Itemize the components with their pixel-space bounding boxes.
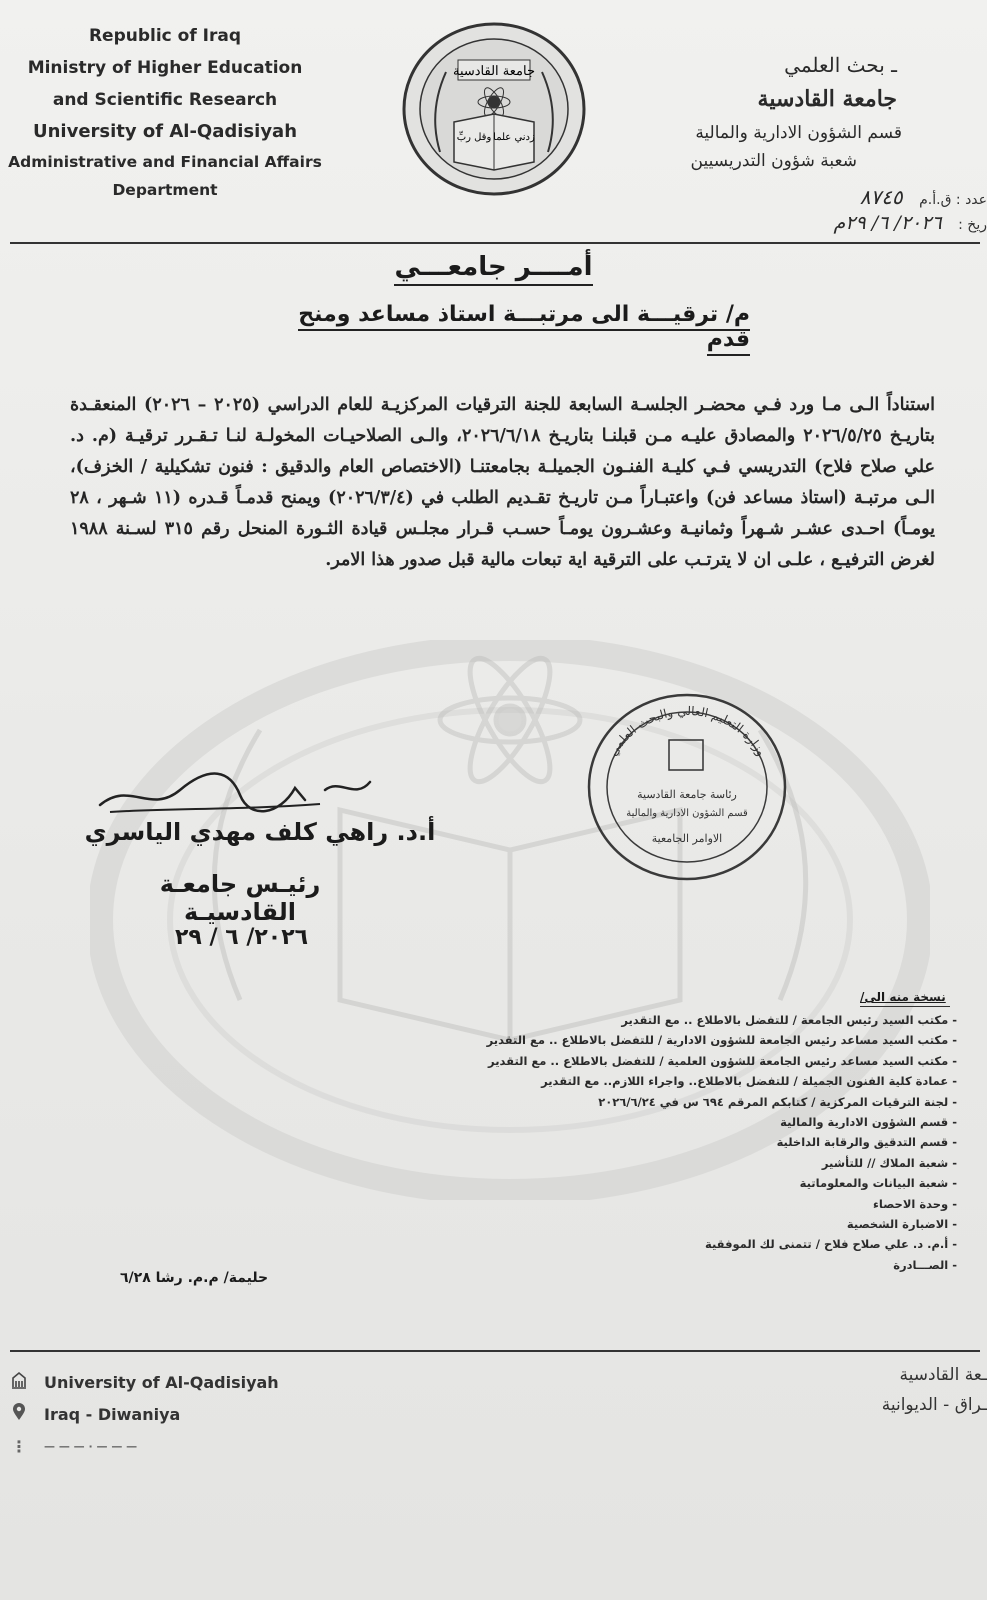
stamp-inner-text-3: الاوامر الجامعية xyxy=(651,832,723,845)
signatory-name: أ.د. راهي كلف مهدي الياسري xyxy=(84,818,436,846)
stamp-inner-text-2: قسم الشؤون الادارية والمالية xyxy=(626,808,748,819)
signatory-title: رئيـس جامعـة القادسيـة xyxy=(159,870,321,926)
reference-number-value: ٨٧٤٥ xyxy=(859,185,903,209)
header-department-cont: Department xyxy=(112,181,218,199)
reference-number-label: عدد : ق.أ.م xyxy=(919,192,987,208)
footer-location: Iraq - Diwaniya xyxy=(44,1404,181,1424)
list-item: - وحدة الاحصاء xyxy=(417,1194,957,1214)
list-item: - أ.م. د. علي صلاح فلاح / تتمنى لك الموفقية xyxy=(417,1234,957,1254)
header-ministry-cont: and Scientific Research xyxy=(52,90,278,110)
footer-ar-location: ـراق - الديوانية xyxy=(881,1395,987,1415)
header-ar-department: قسم الشؤون الادارية والمالية xyxy=(695,123,902,143)
stamp-inner-text-1: رئاسة جامعة القادسية xyxy=(637,788,737,801)
footer-university: University of Al-Qadisiyah xyxy=(44,1372,279,1392)
list-item: - الاضبارة الشخصية xyxy=(417,1214,957,1234)
header-ar-university: جامعة القادسية xyxy=(757,86,897,112)
typist-initials: حليمة/ م.م. رشا ٦/٢٨ xyxy=(120,1270,269,1286)
location-pin-icon xyxy=(8,1403,30,1425)
header-republic: Republic of Iraq xyxy=(88,26,242,46)
header-ministry: Ministry of Higher Education xyxy=(27,58,303,78)
list-item: - مكتب السيد مساعد رئيس الجامعة للشؤون الادارية / للتفضل بالاطلاع .. مع التقدير xyxy=(417,1030,957,1050)
footer-divider xyxy=(10,1350,980,1352)
header-divider xyxy=(10,242,980,244)
list-item: - لجنة الترقيات المركزية / كتابكم المرقم ٦٩٤ س في ٢٠٢٦/٦/٢٤ xyxy=(417,1092,957,1112)
signature-date: ٢٠٢٦/ ٦ / ٢٩ xyxy=(175,925,309,950)
header-ar-section: شعبة شؤون التدريسيين xyxy=(690,151,857,171)
reference-date-row xyxy=(834,212,987,234)
building-icon xyxy=(8,1371,30,1393)
header-arabic xyxy=(587,48,917,178)
header-ar-ministry: ـ بحث العلمي xyxy=(784,53,897,77)
document-subject: م/ ترقيـــة الى مرتبـــة استاذ مساعد ومنح قدم xyxy=(250,302,750,352)
header-department: Administrative and Financial Affairs xyxy=(8,153,322,171)
list-item: - الصـــادرة xyxy=(417,1255,957,1275)
list-item: - عمادة كلية الفنون الجميلة / للتفضل بالاطلاع.. واجراء اللازم.. مع التقدير xyxy=(417,1071,957,1091)
footer-ar-university: ـعة القادسية xyxy=(899,1365,987,1385)
seal-university-name: جامعة القادسية xyxy=(452,64,536,79)
university-seal-logo xyxy=(402,22,587,197)
list-item: - شعبة الملاك // للتأشير xyxy=(417,1153,957,1173)
copies-list xyxy=(417,1010,957,1275)
seal-verse-1: وقل ربِّ xyxy=(456,132,492,143)
footer-english xyxy=(8,1366,279,1462)
list-item: - قسم التدقيق والرقابة الداخلية xyxy=(417,1132,957,1152)
footer-contact: — — — · — — — xyxy=(44,1439,138,1453)
footer-arabic xyxy=(882,1360,987,1420)
header-english xyxy=(0,20,330,204)
dots-icon: ⋮ xyxy=(11,1436,27,1456)
order-body-text: استناداً الـى مـا ورد فـي محضـر الجلسـة السابعة للجنة الترقيات المركزيـة للعام الدراسي (٢٠٢٥ – ٢٠٢٦) المنعقـدة بتاريـخ ٢٠٢٦/٥/٢٥ والمصادق عليـه مـن قبلنـا بتاريـخ ٢٠٢٦/٦/١٨، والـى الصلاحيـات المخولـة لنـا تـقـرر ترقيـة (م. د. علي صلاح فلاح) التدريسي فـي كليـة الفنـون الجميلـة بجامعتنـا (الاختصاص العام والدقيق : فنون تشكيلية / الخزف)، الـى مرتبـة (استاذ مساعد فن) واعتبـاراً مـن تاريـخ تقـديم الطلب في (٢٠٢٦/٣/٤) ويمنح قدمـاً قـدره (١١ شـهر ، ٢٨ يومـاً) احـدى عشـر شـهراً وثمانيـة وعشـرون يومـاً حسـب قـرار مجلـس قيادة الثـورة المنحل رقم ٣١٥ لسـنة ١٩٨٨ لغرض الترفيـع ، علـى ان لا يترتـب على الترقية اية تبعات مالية قبل صدور هذا الامر. xyxy=(70,395,936,570)
list-item: - مكتب السيد مساعد رئيس الجامعة للشؤون العلمية / للتفضل بالاطلاع .. مع التقدير xyxy=(417,1051,957,1071)
copies-heading: نسخة منه الى/ xyxy=(860,990,946,1004)
copies-underline xyxy=(860,1006,950,1007)
stamp-outer-text: وزارة التعليم العالي والبحث العلمي xyxy=(605,703,769,759)
seal-verse-2: زدني علما xyxy=(493,132,535,143)
reference-number-row xyxy=(860,185,987,209)
document-title: أمــــر جامعـــي xyxy=(0,252,987,282)
official-stamp xyxy=(585,690,790,885)
list-item: - قسم الشؤون الادارية والمالية xyxy=(417,1112,957,1132)
header-university: University of Al-Qadisiyah xyxy=(32,121,298,142)
reference-date-label: ريخ : xyxy=(958,217,987,233)
reference-date-value: ٢٠٢٦/ ٦/ ٢٩م xyxy=(833,212,942,234)
list-item: - شعبة البيانات والمعلوماتية xyxy=(417,1173,957,1193)
list-item: - مكتب السيد رئيس الجامعة / للتفضل بالاطلاع .. مع التقدير xyxy=(417,1010,957,1030)
